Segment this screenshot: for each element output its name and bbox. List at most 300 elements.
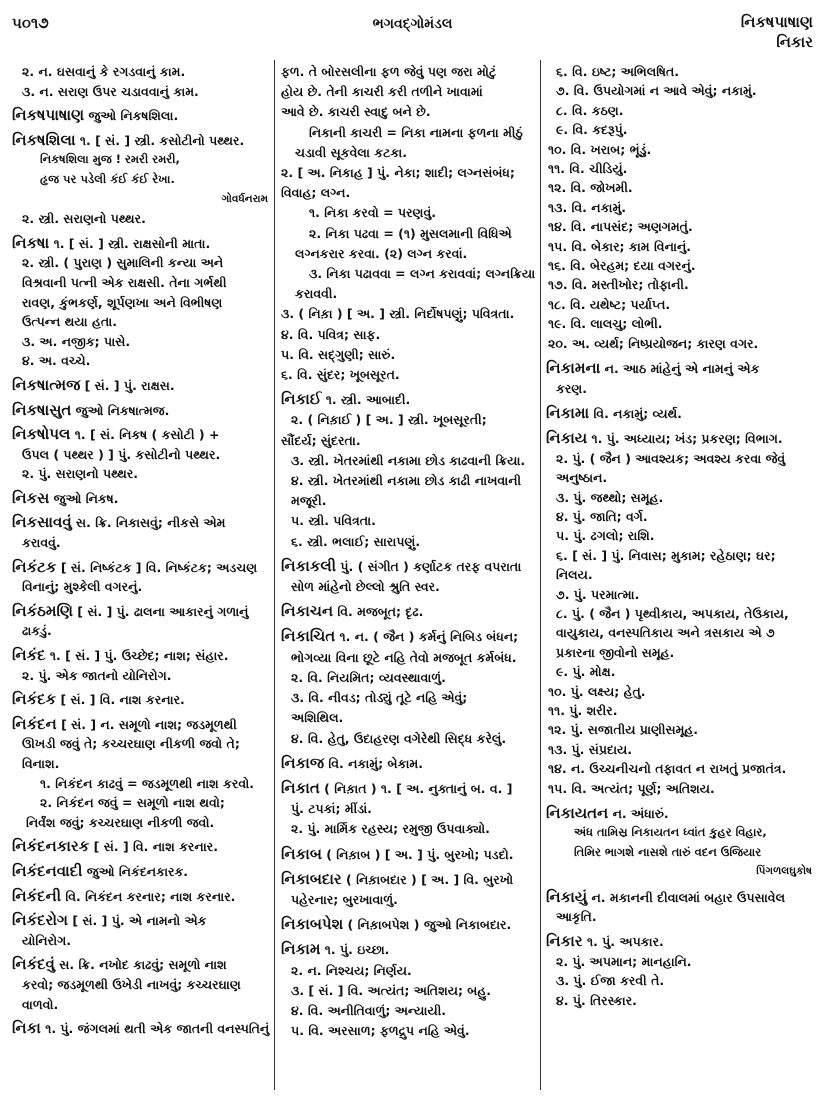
headword: નિકસ (12, 488, 50, 507)
definition-text: ૧૦. વિ. ખરાબ; ભૂંડું. (548, 141, 652, 157)
definition-line (546, 952, 816, 971)
definition-text: અનુષ્ઠાન. (556, 470, 608, 486)
definition-text: ૧. સ્ત્રી. આબાદી. (321, 392, 411, 408)
definition-text: નિકષશિલા મુજ ! રમરી રમરી, (40, 152, 180, 167)
definition-text: ૨. પું. એક જાતનો યોનિરોગ. (22, 667, 172, 683)
headword: નિકાઈ (281, 390, 322, 409)
definition-text: ૧. ન. ( જૈન ) કર્મનું નિબિડ બંધન; (335, 629, 519, 645)
definition-text: કરવો; જડમૂળથી ઉખેડી નાખવું; કચ્ચરઘાણ (22, 976, 241, 992)
definition-text: ( નિક઼ાબપેશ ) જુઓ નિકાબદાર. (343, 917, 512, 933)
definition-line (546, 623, 816, 642)
definition-text: ન. આઠ માંહેનું એ નામનું એક (600, 361, 760, 377)
headword: નિકંટક (12, 557, 57, 576)
definition-line (546, 334, 816, 353)
definition-text: સ. ક્રિ. નખોદ કાઢવું; સમૂળો નાશ (54, 957, 227, 973)
definition-text: ૩. ન. સરાણ ઉપર ચડાવવાનું કામ. (22, 83, 199, 99)
definition-line (12, 931, 272, 951)
definition-line (546, 971, 816, 990)
definition-line (12, 293, 272, 313)
definition-line (546, 62, 816, 81)
dictionary-entry (12, 234, 272, 254)
definition-line (546, 159, 816, 178)
definition-text: તિમિર ભાગશે નાસશે તારું વદન ઉજિયાર (574, 844, 762, 859)
dictionary-entry (281, 601, 537, 622)
definition-text: ૨. પું. ( જૈન ) આવશ્યક; અવશ્ય કરવા જેવું (556, 450, 786, 466)
definition-line (281, 708, 537, 728)
dictionary-entry (281, 939, 537, 960)
definition-text: ૬. સ્ત્રી. ભલાઈ; સારાપણું. (291, 533, 421, 549)
definition-text: ( નિક઼ાબ ) [ અ. ] પું. બુરખો; પડદો. (321, 846, 514, 862)
definition-text: ૮. વિ. કઠણ. (556, 102, 624, 118)
guide-word-first: નિકષપાષાણ (740, 13, 813, 31)
definition-text: ૨. પું. અપમાન; માનહાનિ. (556, 953, 692, 969)
definition-text: નિકાની કાચરી = નિકા નામના ફળના મીઠું (309, 124, 523, 140)
definition-line (281, 224, 537, 244)
definition-line (12, 312, 272, 332)
headword: નિકંદક (12, 690, 57, 709)
headword: નિકંદની (12, 886, 62, 905)
column-3 (546, 62, 816, 1010)
dictionary-entry (12, 887, 272, 907)
definition-text: ૧૭. વિ. મસ્તીખોર; તોફાની. (548, 277, 689, 293)
definition-line (281, 244, 537, 264)
definition-text: ૫. વિ. અરસાળ; ફળદ્રુપ નહિ એવું. (291, 1023, 470, 1039)
dictionary-entry (12, 1019, 272, 1039)
definition-line (546, 120, 816, 139)
definition-line (546, 907, 816, 926)
definition-text: ( નિક઼ાબદાર ) [ અ. ] વિ. બુરખો (341, 871, 514, 887)
definition-line (281, 491, 537, 511)
definition-line (281, 1021, 537, 1041)
definition-line (12, 577, 272, 597)
dictionary-entry (281, 626, 537, 647)
definition-line (281, 123, 537, 143)
definition-text: ૫. પું. ઢગલો; રાશિ. (556, 528, 655, 544)
definition-line (281, 284, 537, 304)
headword: નિકાચન (281, 602, 334, 621)
column-1 (12, 62, 272, 1039)
guide-words (741, 12, 813, 52)
quotation-line (546, 843, 816, 862)
definition-line (546, 140, 816, 159)
definition-text: ૧૮. વિ. યથેષ્ટ; પર્યાપ્ત. (548, 296, 671, 312)
headword: નિકંદનવાદી (12, 861, 83, 880)
dictionary-entry (12, 513, 272, 533)
definition-text: ભોગવ્યા વિના છૂટે નહિ તેવો મજબૂત કર્મબંધ. (291, 649, 517, 665)
guide-word-last: નિકાર (776, 33, 813, 51)
definition-text: ૧૨. પું. સજાતીય પ્રાણીસમૂહ. (548, 722, 699, 738)
definition-text: ૪. પું. તિરસ્કાર. (556, 992, 637, 1008)
definition-line (281, 345, 537, 365)
definition-text: ૧૦. પું. લક્ષ્ય; હેતુ. (548, 683, 646, 699)
definition-text: જુઓ નિકંદનકારક. (82, 863, 189, 879)
dictionary-entry (12, 489, 272, 509)
definition-text: વિ. મજબૂત; દૃઢ. (333, 604, 424, 620)
definition-line (546, 198, 816, 217)
definition-line (546, 662, 816, 681)
definition-line (281, 961, 537, 981)
definition-line (546, 449, 816, 468)
dictionary-entry (12, 401, 272, 421)
definition-text: ઊખડી જવું તે; કચ્ચરઘાણ નીકળી જવો તે; (22, 736, 240, 752)
definition-text: ૨. સ્ત્રી. સરાણનો પથ્થર. (22, 211, 146, 227)
definition-text: ચડાવી સૂકવેલા કટકા. (295, 144, 407, 160)
definition-text: ૯. પું. મોક્ષ. (556, 664, 616, 680)
definition-line (546, 991, 816, 1010)
definition-text: મજૂરી. (291, 493, 327, 509)
page-number: ૫૦૧૭ (12, 14, 49, 32)
definition-line (12, 253, 272, 273)
definition-line (546, 275, 816, 294)
headword: નિકાર (546, 932, 583, 951)
headword: નિકામા (546, 403, 590, 422)
definition-line (12, 774, 272, 794)
definition-text: આવે છે. કાચરી સ્વાદુ બને છે. (281, 104, 431, 120)
definition-text: વિશ્રવાની પત્ની એક રાક્ષસી. તેના ગર્ભથી (22, 274, 227, 290)
definition-line (12, 445, 272, 465)
definition-line (12, 666, 272, 686)
definition-text: ૪. પું. જાતિ; વર્ગ. (556, 508, 648, 524)
definition-text: નિલય. (556, 567, 593, 583)
definition-text: [ સં. ] વિ. નાશ કરનાર. (89, 839, 218, 855)
definition-line (546, 682, 816, 701)
definition-text: ૧. [ સં. નિકષ ( કસોટી ) + (70, 427, 220, 443)
headword: નિકષોપલ (12, 425, 71, 444)
dictionary-entry (281, 844, 537, 865)
definition-text: ૬. વિ. ઇષ્ટ; અભિલષિત. (556, 64, 680, 79)
definition-text: આકૃતિ. (556, 909, 597, 925)
definition-line (546, 643, 816, 662)
definition-line (12, 754, 272, 774)
definition-text: ન. મકાનની દીવાલમાં બહાર ઉપસાવેલ (587, 889, 786, 905)
definition-line (12, 813, 272, 833)
definition-text: હોય છે. તેની કાચરી કરી તળીને ખાવામાં (281, 84, 483, 100)
definition-text: કરણ. (556, 380, 587, 396)
definition-line (546, 526, 816, 545)
definition-line (546, 488, 816, 507)
dictionary-entry (12, 131, 272, 151)
definition-line (281, 981, 537, 1001)
definition-text: ૪. વિ. પવિત્ર; સાફ. (281, 326, 381, 342)
definition-line (281, 163, 537, 183)
definition-text: પ્રકારના જીવોનો સમૂહ. (556, 644, 675, 660)
quotation-line (12, 170, 272, 190)
dictionary-entry (12, 558, 272, 578)
definition-text: ૧. [ સં. ] પું. ઉચ્છેદ; નાશ; સંહાર. (45, 648, 229, 664)
definition-text: ફળ. તે બોરસલીના ફળ જેવું પણ જરા મોટું (281, 64, 497, 79)
column-divider (274, 60, 275, 1090)
headword: નિકાબદાર (281, 869, 342, 888)
definition-text: જુઓ નિકષશિલા. (84, 108, 179, 124)
definition-text: ૧. [ સં. ] સ્ત્રી. કસોટીનો પથ્થર. (75, 132, 245, 148)
definition-line (546, 217, 816, 236)
definition-text: ૧૫. વિ. અત્યંત; પૂર્ણ; અતિશય. (548, 780, 715, 796)
definition-text: [ સં. ] પું. એ નામનો એક (68, 913, 207, 929)
definition-text: ૧૬. વિ. બેરહમ; દયા વગરનું. (548, 258, 696, 274)
definition-text: ( નિક઼ાત ) ૧. [ અ. નુક્તાનું બ. વ. ] (319, 780, 513, 796)
definition-line (281, 325, 537, 345)
definition-line (12, 734, 272, 754)
definition-text: ૩. પું. ઈજા કરવી તે. (556, 973, 665, 989)
definition-line (281, 431, 537, 451)
definition-text: ગોવર્ધનરામ (221, 192, 268, 205)
definition-text: ૧૪. વિ. નાપસંદ; અણગમતું. (548, 219, 693, 235)
definition-text: [ સં. ] પું. ઢાલના આકારનું ગળાનું (72, 603, 249, 619)
definition-text: વિનાનું; મુશ્કેલી વગરનું. (22, 579, 143, 595)
dictionary-entry (12, 911, 272, 931)
headword: નિકષાત્મજ (12, 375, 81, 394)
headword: નિકંદનકારક (12, 837, 90, 856)
definition-text: સૌંદર્ય; સુંદરતા. (281, 432, 361, 448)
definition-line (281, 183, 537, 203)
definition-line (546, 759, 816, 778)
definition-text: ૩. સ્ત્રી. ખેતરમાંથી નકામા છોડ કાઢવાની ક્રિયા. (291, 452, 526, 468)
definition-text: ૧૧. વિ. ચીડિયું. (548, 161, 628, 177)
definition-line (281, 143, 537, 163)
dictionary-entry (281, 556, 537, 577)
dictionary-entry (281, 389, 537, 410)
definition-text: ૩. નિકા પઢાવવા = લગ્ન કરાવવાં; લગ્નક્રિયા (309, 266, 536, 282)
definition-line (281, 304, 537, 324)
definition-text: ૩. અ. નજીક; પાસે. (22, 333, 131, 349)
definition-line (546, 379, 816, 398)
headword: નિકંદ (12, 646, 46, 665)
dictionary-entry (12, 837, 272, 857)
definition-text: ૨. ન. નિશ્ચય; નિર્ણય. (291, 962, 412, 978)
dictionary-entry (546, 888, 816, 907)
definition-line (546, 101, 816, 120)
definition-text: ૫. સ્ત્રી. પવિત્રતા. (291, 513, 376, 529)
definition-text: વિ. નિકંદન કરનાર; નાશ કરનાર. (61, 888, 236, 904)
definition-line (12, 975, 272, 995)
definition-text: ૧. નિકંદન કાઢવું = જડમૂળથી નાશ કરવો. (40, 775, 254, 791)
headword: નિકામના (546, 359, 601, 378)
definition-line (12, 62, 272, 82)
definition-text: ન. અંધારું. (608, 806, 669, 822)
definition-line (281, 799, 537, 819)
definition-text: ઢાકડું. (22, 623, 52, 639)
definition-line (12, 332, 272, 352)
definition-text: ૨. પું. સરાણનો પથ્થર. (22, 466, 139, 482)
definition-line (12, 621, 272, 641)
definition-line (281, 890, 537, 910)
definition-line (281, 511, 537, 531)
definition-line (546, 178, 816, 197)
definition-text: [ સં. ] પું. રાક્ષસ. (80, 377, 175, 393)
definition-text: ૭. પું. પરમાત્મા. (556, 586, 640, 602)
definition-line (546, 779, 816, 798)
dictionary-entry (12, 376, 272, 396)
definition-text: કરાવવું. (22, 535, 61, 551)
definition-text: વિ. નકામું; બેકામ. (324, 755, 423, 771)
definition-text: ૩. ( નિક઼ા ) [ અ. ] સ્ત્રી. નિર્દોષપણું; પવિત્રતા. (281, 306, 515, 322)
definition-line (281, 471, 537, 491)
definition-line (281, 532, 537, 552)
definition-text: કરાવવી. (295, 286, 338, 302)
definition-line (546, 507, 816, 526)
definition-line (12, 351, 272, 371)
definition-text: ૧૫. વિ. બેકાર; કામ વિનાનું. (548, 238, 692, 254)
definition-line (281, 577, 537, 597)
definition-text: યોનિરોગ. (22, 932, 71, 948)
definition-line (281, 264, 537, 284)
definition-line (281, 365, 537, 385)
dictionary-entry (12, 106, 272, 126)
definition-text: ૭. વિ. ઉપયોગમાં ન આવે એવું; નકામું. (556, 83, 757, 99)
definition-text: [ સં. ] વિ. નાશ કરનાર. (56, 692, 185, 708)
dictionary-entry (546, 932, 816, 951)
headword: નિકામ (281, 940, 321, 959)
dictionary-entry (12, 690, 272, 710)
headword: નિકાબ (281, 844, 322, 863)
headword: નિકાજ (281, 753, 325, 772)
dictionary-entry (546, 404, 816, 423)
headword: નિકષાસુત (12, 400, 72, 419)
dictionary-entry (281, 753, 537, 774)
definition-text: ૫. વિ. સદ્ગુણી; સારું. (281, 346, 396, 362)
headword: નિકાયું (546, 887, 588, 906)
dictionary-entry (12, 862, 272, 882)
dictionary-entry (546, 429, 816, 448)
definition-text: જુઓ નિકષાત્મજ. (71, 402, 170, 418)
definition-text: નિર્વંશ જવું; કચ્ચરઘાણ નીકળી જવો. (26, 814, 215, 830)
definition-text: ૬. [ સં. ] પું. નિવાસ; મુકામ; રહેઠાણ; ઘર; (556, 547, 776, 563)
definition-line (281, 729, 537, 749)
definition-text: ૧૩. પું. સંપ્રદાય. (548, 741, 633, 757)
definition-line (546, 701, 816, 720)
definition-text: ૩. પું. જથ્થો; સમૂહ. (556, 489, 664, 505)
headword: નિકષપાષાણ (12, 106, 85, 125)
definition-text: ૪. સ્ત્રી. ખેતરમાંથી નકામા છોડ કાઢી નાખવાની (291, 473, 522, 489)
definition-text: ૧. પું. અધ્યાય; ખંડ; પ્રકરણ; વિભાગ. (587, 431, 783, 447)
definition-line (281, 62, 537, 82)
definition-text: ૨. નિકંદન જવું = સમૂળો નાશ થવો; (40, 795, 225, 811)
definition-text: સોળ માંહેનો છેલ્લો શ્રુતિ સ્વર. (291, 579, 440, 595)
definition-text: પિંગળલઘુકોષ (756, 865, 812, 878)
definition-line (12, 273, 272, 293)
running-title: ભગવદ્ગોમંડલ (372, 16, 453, 32)
column-divider (540, 60, 541, 1090)
definition-text: ૨૦. અ. વ્યર્થ; નિષ્પ્રયોજન; કારણ વગર. (548, 335, 759, 351)
definition-text: ૨. નિકા પઢવા = (૧) મુસલમાની વિધિએ (309, 225, 512, 241)
definition-text: વિ. નકામું; વ્યર્થ. (589, 405, 682, 421)
definition-text: સ. ક્રિ. નિકાસવું; નીકસે એમ (71, 515, 226, 531)
definition-line (12, 464, 272, 484)
definition-text: ૧. પું. અપકાર. (582, 934, 664, 950)
headword: નિકષશિલા (12, 130, 76, 149)
definition-text: અંધ તામિસ્ર નિકાયતન ધ્વાંત કુહર વિહાર, (574, 825, 767, 840)
definition-line (281, 102, 537, 122)
definition-text: ૨. [ અ. નિકાહ ] પું. નેકા; શાદી; લગ્નસંબંધ; (281, 165, 515, 181)
definition-text: [ સં. નિષ્કંટક ] વિ. નિષ્કંટક; અડચણ (56, 559, 258, 575)
definition-text: ૧૯. વિ. લાલચુ; લોભી. (548, 316, 663, 332)
quotation-line (546, 823, 816, 842)
definition-line (12, 209, 272, 229)
definition-text: વિવાહ; લગ્ન. (281, 185, 351, 201)
dictionary-entry (12, 425, 272, 445)
definition-text: ૪. અ. વચ્ચે. (22, 353, 91, 369)
definition-line (281, 819, 537, 839)
definition-line (546, 585, 816, 604)
definition-text: જુઓ નિકષ. (49, 490, 119, 506)
definition-text: ૧. પું. જંગલમાં થતી એક જાતની વનસ્પતિનું (40, 1021, 270, 1037)
dictionary-entry (281, 869, 537, 890)
headword: નિકાયતન (546, 804, 609, 823)
definition-line (281, 410, 537, 430)
dictionary-entry (12, 602, 272, 622)
definition-text: ૯. વિ. કદરૂપું. (556, 122, 628, 138)
definition-text: ૮. પું. ( જૈન ) પૃથ્વીકાય, અપકાય, તેઉકાય, (556, 605, 789, 621)
definition-text: ૨. સ્ત્રી. ( પુરાણ ) સુમાલિની કન્યા અને (22, 255, 224, 271)
definition-text: વાયુકાય, વનસ્પતિકાય અને ત્રસકાય એ ૭ (556, 625, 775, 641)
headword: નિકાચિત (281, 627, 336, 646)
definition-text: ૧. પું. ઇચ્છા. (320, 942, 390, 958)
definition-text: ૨. ( નિક઼ાઈ ) [ અ. ] સ્ત્રી. ખૂબસૂરતી; (291, 412, 487, 428)
definition-line (281, 451, 537, 471)
headword: નિકંઠમણિ (12, 601, 73, 620)
headword: નિકાબપેશ (281, 915, 344, 934)
definition-text: પું. ટપકાં; મીંડાં. (291, 801, 372, 817)
definition-line (546, 720, 816, 739)
definition-text: રાવણ, કુંભકર્ણ, શૂર્પણખા અને વિભીષણ (22, 294, 223, 310)
definition-line (546, 314, 816, 333)
definition-line (281, 668, 537, 688)
headword: નિકષા (12, 233, 50, 252)
definition-text: ઉપલ ( પથ્થર ) ] પું. કસોટીનો પથ્થર. (22, 446, 221, 462)
definition-line (281, 648, 537, 668)
definition-line (12, 533, 272, 553)
headword: નિકાકલી (281, 556, 337, 575)
definition-text: ૨. વિ. નિયમિત; વ્યવસ્થાવાળું. (291, 669, 446, 685)
headword: નિકા (12, 1019, 41, 1038)
headword: નિકાત (281, 778, 320, 797)
definition-text: પહેરનાર; બુરખાવાળું. (291, 891, 398, 907)
definition-text: ૪. વિ. હેતુ, ઉદાહરણ વગેરેથી સિદ્ધ કરેલું. (291, 730, 507, 746)
headword: નિકસાવવું (12, 513, 72, 532)
definition-text: ૧૩. વિ. નકામું. (548, 199, 627, 215)
definition-line (546, 604, 816, 623)
definition-text: [ સં. ] ન. સમૂળો નાશ; જડમૂળથી (56, 716, 237, 732)
definition-text: ૨. ન. ઘસવાનું કે રગડવાનું કામ. (22, 64, 186, 79)
quotation-attribution (12, 190, 272, 210)
definition-line (12, 793, 272, 813)
quotation-attribution (546, 862, 816, 881)
definition-line (546, 546, 816, 565)
definition-text: ૧૪. ન. ઉચ્ચનીચનો તફાવત ન રાખતું પ્રજાતંત્ર. (548, 761, 787, 777)
definition-line (546, 256, 816, 275)
definition-text: વાળવો. (22, 996, 59, 1012)
definition-text: અશિથિલ. (291, 710, 344, 726)
definition-line (546, 565, 816, 584)
definition-line (546, 81, 816, 100)
definition-text: ૪. વિ. અનીતિવાળું; અન્યાયી. (291, 1002, 447, 1018)
definition-line (281, 203, 537, 223)
definition-line (546, 295, 816, 314)
definition-text: વિનાશ. (22, 756, 60, 771)
definition-line (546, 237, 816, 256)
definition-text: ઉત્પન્ન થયા હતા. (22, 314, 117, 330)
definition-text: ૧૧. પું. શરીર. (548, 703, 618, 718)
definition-line (281, 1001, 537, 1021)
dictionary-entry (546, 359, 816, 378)
definition-text: ૩. વિ. નીવડ; તોડ્યું તૂટે નહિ એવું; (291, 690, 468, 706)
headword: નિકાય (546, 429, 588, 448)
definition-line (281, 82, 537, 102)
headword: નિકંદરોગ (12, 911, 68, 930)
definition-line (546, 740, 816, 759)
definition-line (546, 468, 816, 487)
dictionary-entry (546, 804, 816, 823)
